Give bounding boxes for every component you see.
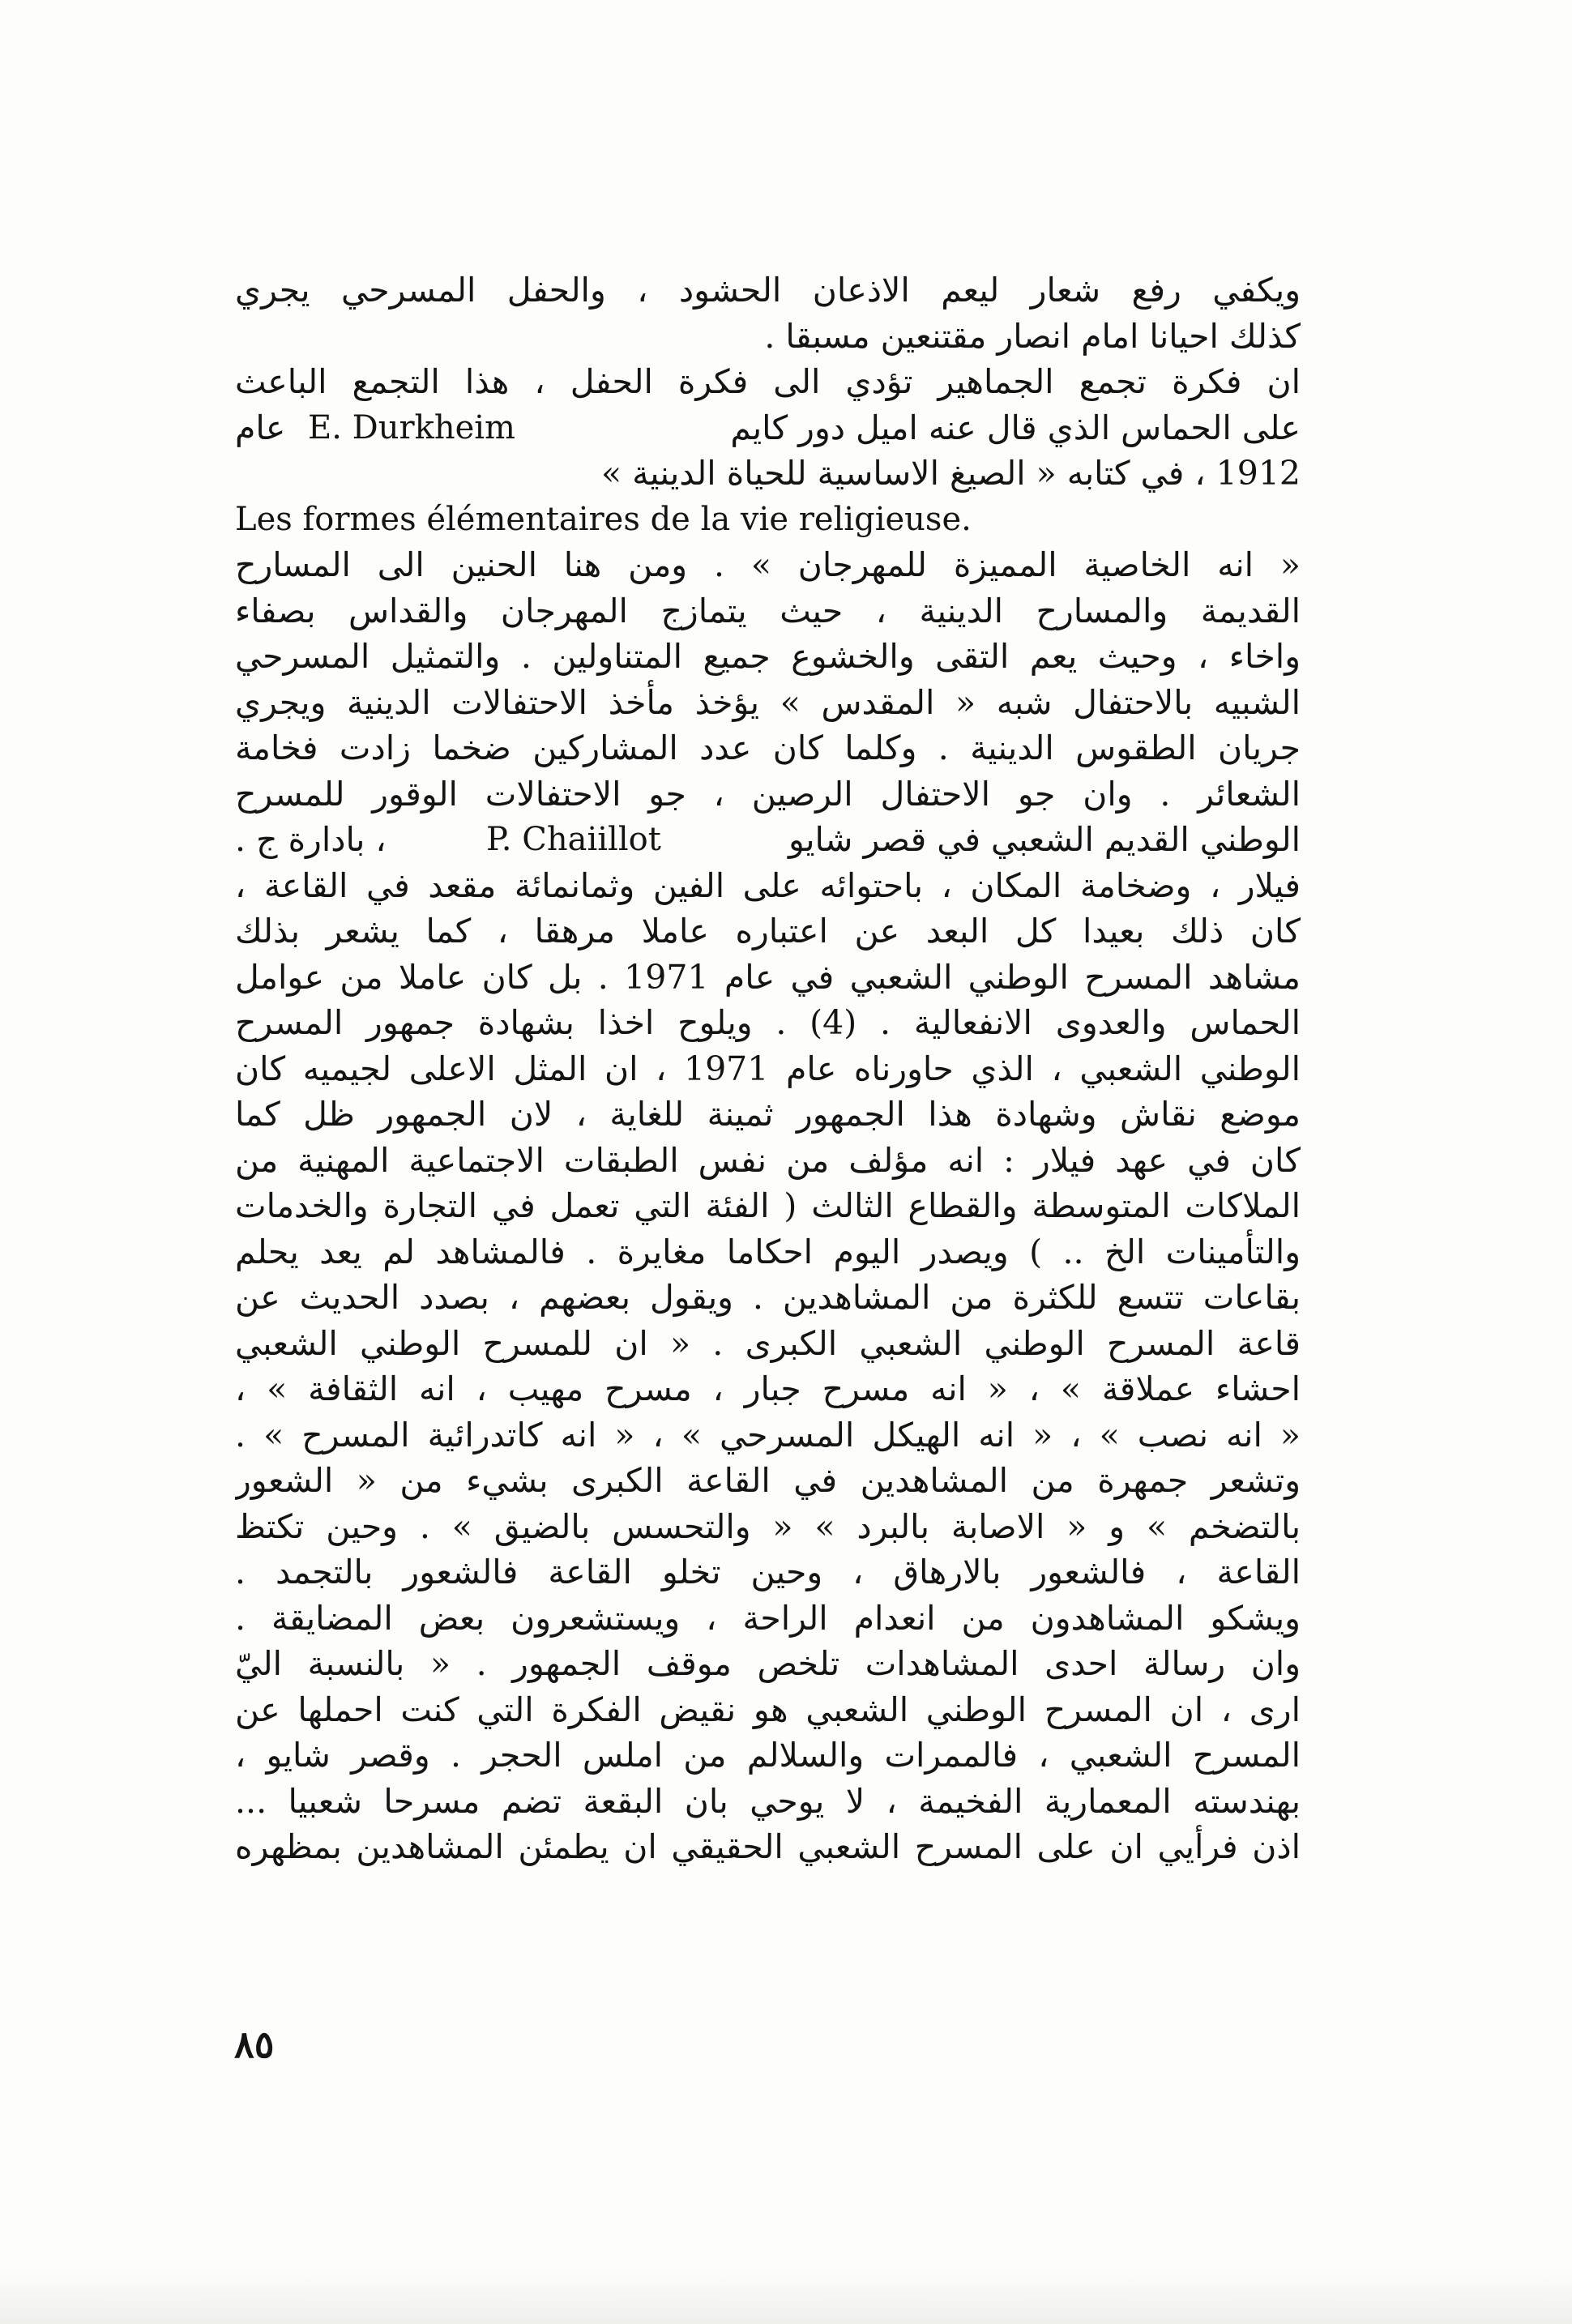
- text-line: ان فكرة تجمع الجماهير تؤدي الى فكرة الحفل ، هذا التجمع الباعث: [235, 362, 1301, 401]
- text-line: « انه الخاصية المميزة للمهرجان » . ومن هنا الحنين الى المسارح: [235, 545, 1301, 584]
- text-line: موضع نقاش وشهادة هذا الجمهور ثمينة للغاية ، لان الجمهور ظل كما: [235, 1095, 1301, 1134]
- text-line: كان في عهد فيلار : انه مؤلف من نفس الطبقات الاجتماعية المهنية من: [235, 1140, 1301, 1180]
- document-body: [235, 267, 1301, 1870]
- durkheim-latin-name: E. Durkheim: [308, 408, 515, 446]
- durkheim-reference-line: [235, 405, 1301, 451]
- chaillot-arabic-start: الوطني القديم الشعبي في قصر شايو: [788, 820, 1301, 859]
- text-line: ويشكو المشاهدون من انعدام الراحة ، ويستشعرون بعض المضايقة .: [235, 1598, 1301, 1638]
- chaillot-arabic-end: ، بادارة ج .: [235, 820, 387, 859]
- text-line: احشاء عملاقة » ، « انه مسرح جبار ، مسرح مهيب ، انه الثقافة » ،: [235, 1369, 1301, 1408]
- text-line: فيلار ، وضخامة المكان ، باحتوائه على الفين وثمانمائة مقعد في القاعة ،: [235, 865, 1301, 905]
- chaillot-latin-name: P. Chaiillot: [486, 821, 661, 858]
- text-line: قاعة المسرح الوطني الشعبي الكبرى . « ان للمسرح الوطني الشعبي: [235, 1323, 1301, 1363]
- text-line: « انه نصب » ، « انه الهيكل المسرحي » ، « انه كاتدرائية المسرح » .: [235, 1415, 1301, 1455]
- page-bottom-edge: [0, 2269, 1572, 2324]
- text-line: كذلك احيانا امام انصار مقتنعين مسبقا .: [764, 316, 1301, 356]
- page-number: ٨٥: [234, 2023, 275, 2066]
- text-line: بقاعات تتسع للكثرة من المشاهدين . ويقول بعضهم ، بصدد الحديث عن: [235, 1278, 1301, 1317]
- durkheim-arabic-start: على الحماس الذي قال عنه اميل دور كايم: [730, 408, 1301, 447]
- text-line: الشبيه بالاحتفال شبه « المقدس » يؤخذ مأخذ الاحتفالات الدينية ويجري: [235, 682, 1301, 722]
- text-line: المسرح الشعبي ، فالممرات والسلالم من املس الحجر . وقصر شايو ،: [235, 1736, 1301, 1775]
- text-line: وان رسالة احدى المشاهدات تلخص موقف الجمهور . « بالنسبة اليّ: [235, 1644, 1301, 1683]
- text-line: والتأمينات الخ .. ) ويصدر اليوم احكاما مغايرة . فالمشاهد لم يعد يحلم: [235, 1232, 1301, 1271]
- french-title-line: Les formes élémentaires de la vie religieuse.: [235, 500, 972, 538]
- text-line: 1912 ، في كتابه « الصيغ الاساسية للحياة الدينية »: [601, 454, 1301, 493]
- text-line: الوطني الشعبي ، الذي حاورناه عام 1971 ، ان المثل الاعلى لجيميه كان: [235, 1049, 1301, 1088]
- text-line: القديمة والمسارح الدينية ، حيث يتمازج المهرجان والقداس بصفاء: [235, 591, 1301, 630]
- text-line: مشاهد المسرح الوطني الشعبي في عام 1971 . بل كان عاملا من عوامل: [235, 957, 1301, 997]
- text-line: كان ذلك بعيدا كل البعد عن اعتباره عاملا مرهقا ، كما يشعر بذلك: [235, 912, 1301, 951]
- text-line: الحماس والعدوى الانفعالية . (4) . ويلوح اخذا بشهادة جمهور المسرح: [235, 1003, 1301, 1042]
- text-line: الشعائر . وان جو الاحتفال الرصين ، جو الاحتفالات الوقور للمسرح: [235, 774, 1301, 814]
- chaillot-reference-line: [235, 817, 1301, 863]
- text-line: واخاء ، وحيث يعم التقى والخشوع جميع المتناولين . والتمثيل المسرحي: [235, 637, 1301, 676]
- text-line: وتشعر جمهرة من المشاهدين في القاعة الكبرى بشيء من « الشعور: [235, 1461, 1301, 1500]
- text-line: بالتضخم » و « الاصابة بالبرد » « والتحسس بالضيق » . وحين تكتظ: [235, 1506, 1301, 1546]
- text-line: ارى ، ان المسرح الوطني الشعبي هو نقيض الفكرة التي كنت احملها عن: [235, 1690, 1301, 1729]
- text-line: اذن فرأيي ان على المسرح الشعبي الحقيقي ان يطمئن المشاهدين بمظهره: [235, 1827, 1301, 1866]
- text-line: ويكفي رفع شعار ليعم الاذعان الحشود ، والحفل المسرحي يجري: [235, 271, 1301, 310]
- text-line: الملاكات المتوسطة والقطاع الثالث ( الفئة التي تعمل في التجارة والخدمات: [235, 1186, 1301, 1225]
- text-line: جريان الطقوس الدينية . وكلما كان عدد المشاركين ضخما زادت فخامة: [235, 728, 1301, 767]
- text-line: بهندسته المعمارية الفخيمة ، لا يوحي بان البقعة تضم مسرحا شعبيا ...: [235, 1781, 1301, 1821]
- durkheim-arabic-end: عام: [235, 408, 286, 447]
- text-line: القاعة ، فالشعور بالارهاق ، وحين تخلو القاعة فالشعور بالتجمد .: [235, 1553, 1301, 1591]
